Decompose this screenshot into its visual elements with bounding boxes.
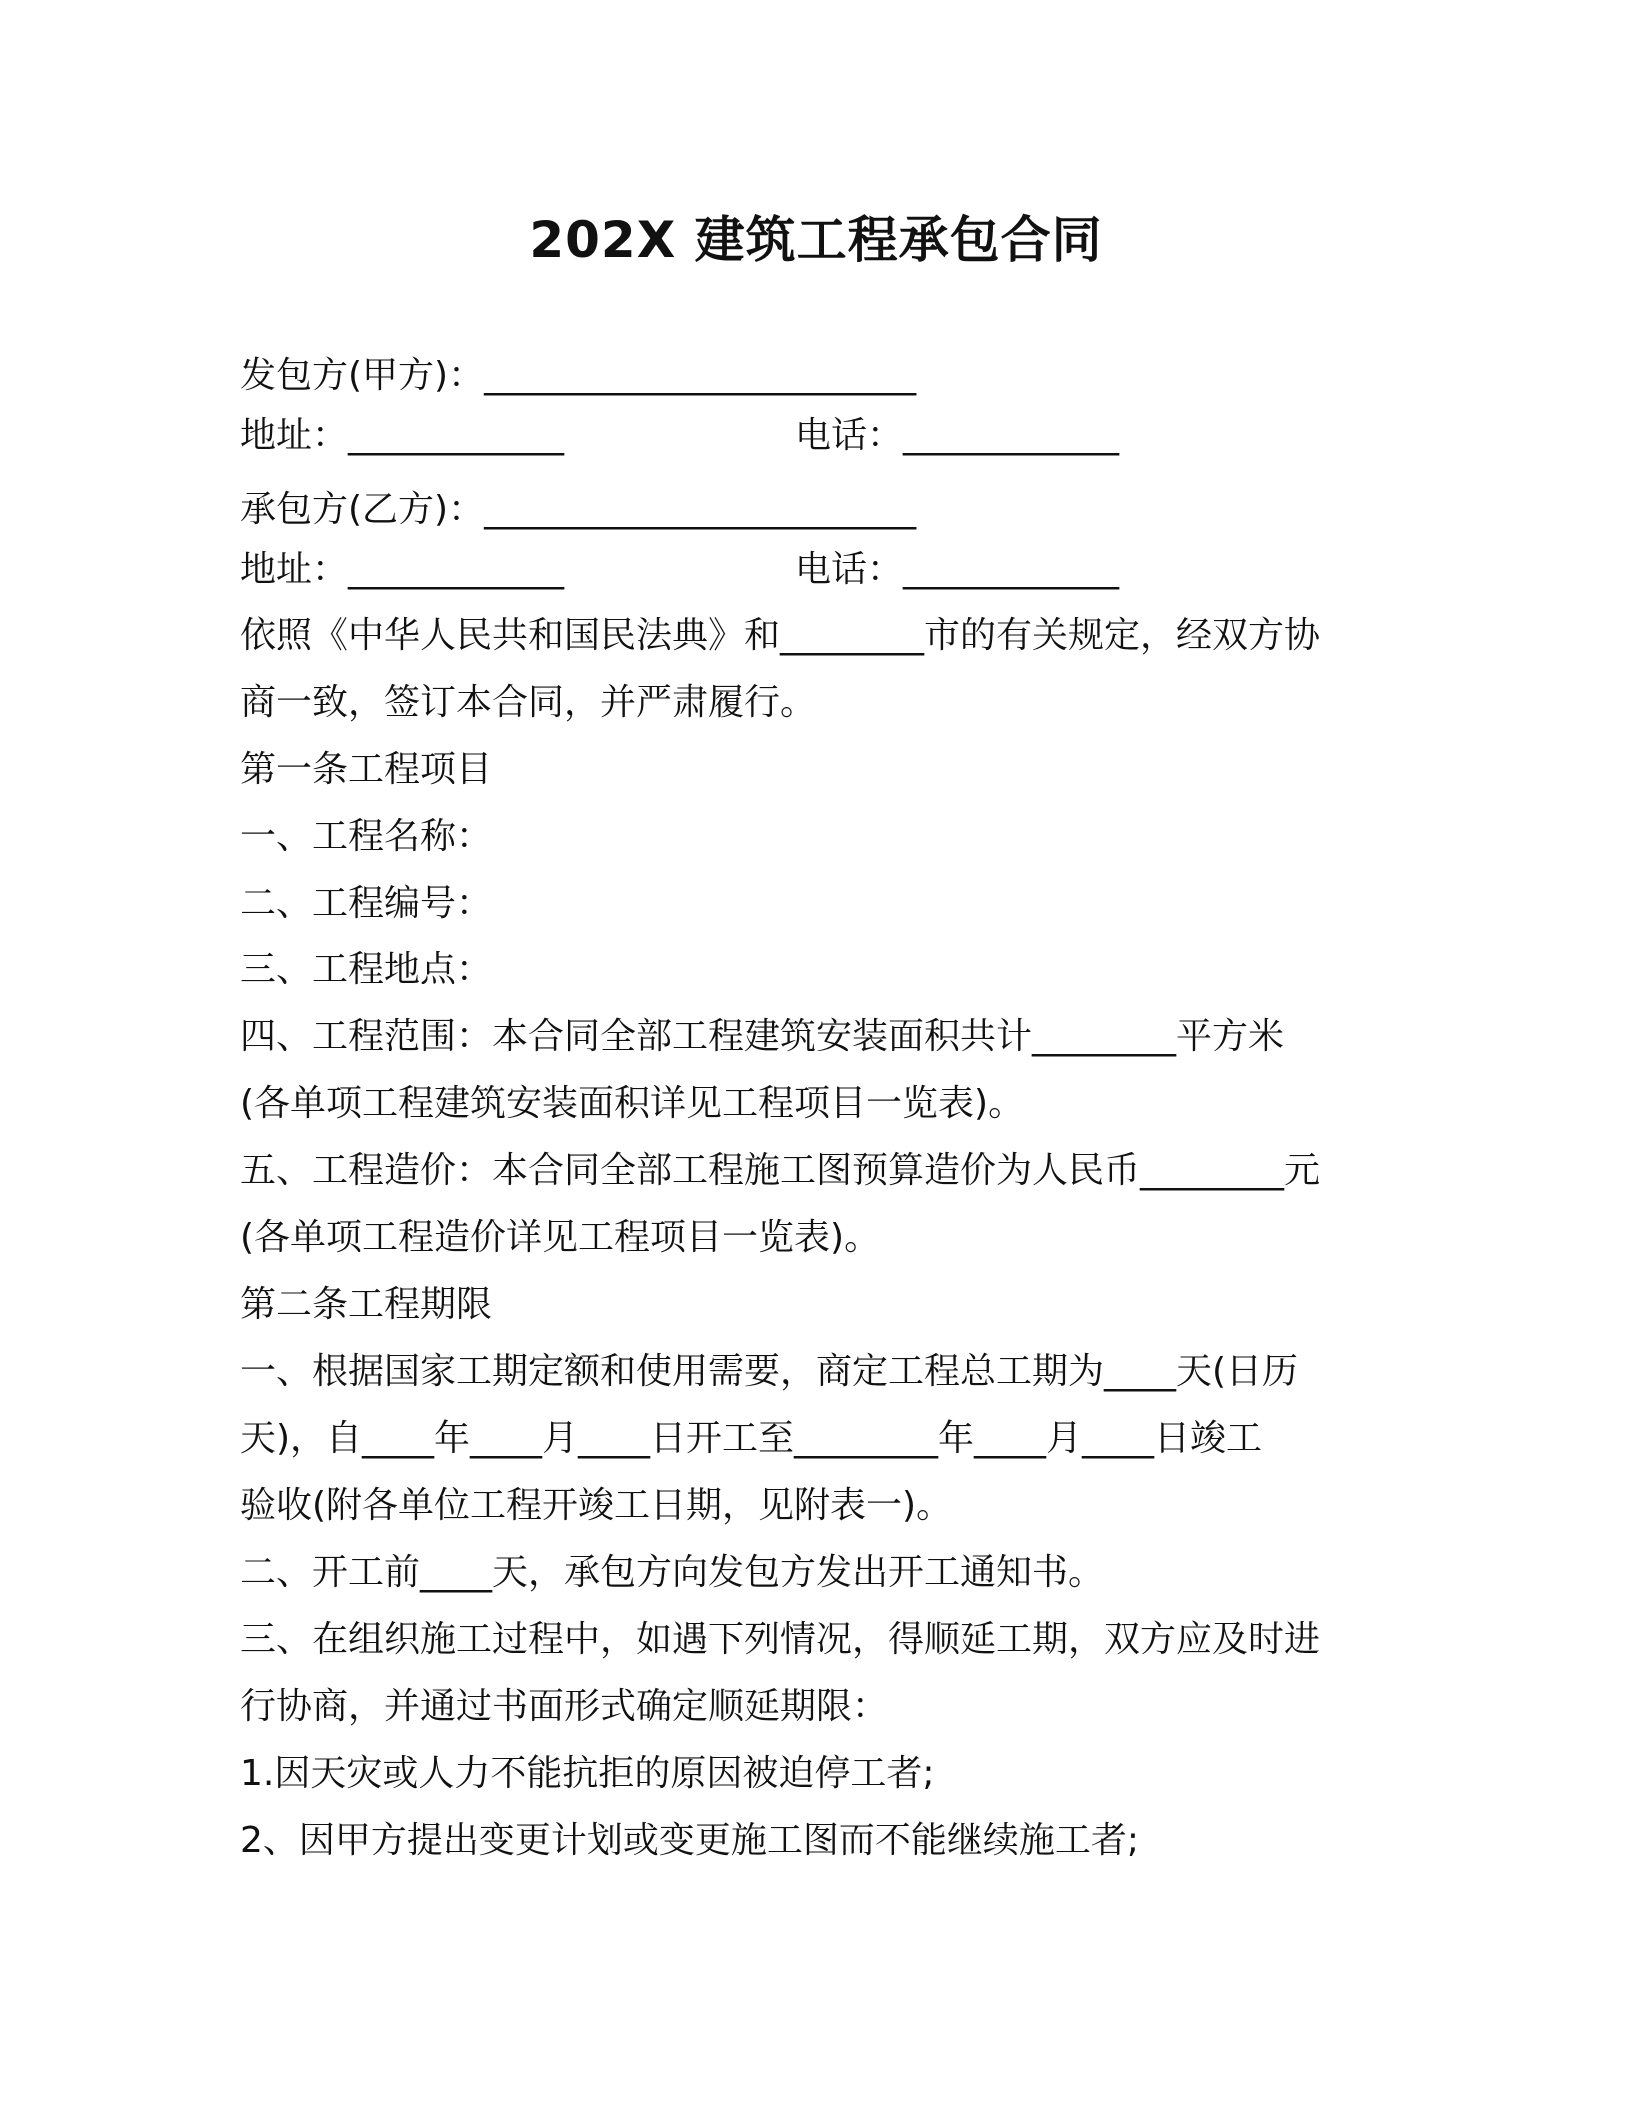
article-item: 二、工程编号： [240,883,493,924]
page-title: 202X 建筑工程承包合同 [529,211,1103,269]
article-item: 三、工程地点： [240,949,493,990]
article-item: 四、工程范围：本合同全部工程建筑安装面积共计________平方米 [240,1016,1285,1057]
article-heading: 第二条工程期限 [240,1284,493,1325]
article-item: 1.因天灾或人力不能抗拒的原因被迫停工者; [240,1753,935,1794]
party-b-address: 地址：____________ [240,549,565,590]
article-item: 三、在组织施工过程中，如遇下列情况，得顺延工期，双方应及时进 [240,1619,1321,1660]
article-item: (各单项工程建筑安装面积详见工程项目一览表)。 [240,1083,1025,1124]
party-b-label: 承包方(乙方)：________________________ [240,489,917,530]
article-item: 天)，自____年____月____日开工至________年____月____日竣工 [240,1418,1263,1459]
article-item: 行协商，并通过书面形式确定顺延期限： [240,1686,889,1727]
article-item: 五、工程造价：本合同全部工程施工图预算造价为人民币________元 [240,1150,1321,1191]
article-item: 2、因甲方提出变更计划或变更施工图而不能继续施工者; [240,1820,1140,1861]
article-item: 一、工程名称： [240,816,493,857]
article-item: (各单项工程造价详见工程项目一览表)。 [240,1217,881,1258]
article-item: 一、根据国家工期定额和使用需要，商定工程总工期为____天(日历 [240,1351,1299,1392]
party-a-phone: 电话：____________ [795,415,1120,456]
article-item: 验收(附各单位工程开竣工日期，见附表一)。 [240,1485,953,1526]
party-a-address: 地址：____________ [240,415,565,456]
preamble-line: 商一致，签订本合同，并严肃履行。 [240,682,817,723]
party-b-phone: 电话：____________ [795,549,1120,590]
preamble-line: 依照《中华人民共和国民法典》和________市的有关规定，经双方协 [240,615,1321,656]
article-item: 二、开工前____天，承包方向发包方发出开工通知书。 [240,1552,1105,1593]
party-a-label: 发包方(甲方)：________________________ [240,355,917,396]
article-heading: 第一条工程项目 [240,749,493,790]
